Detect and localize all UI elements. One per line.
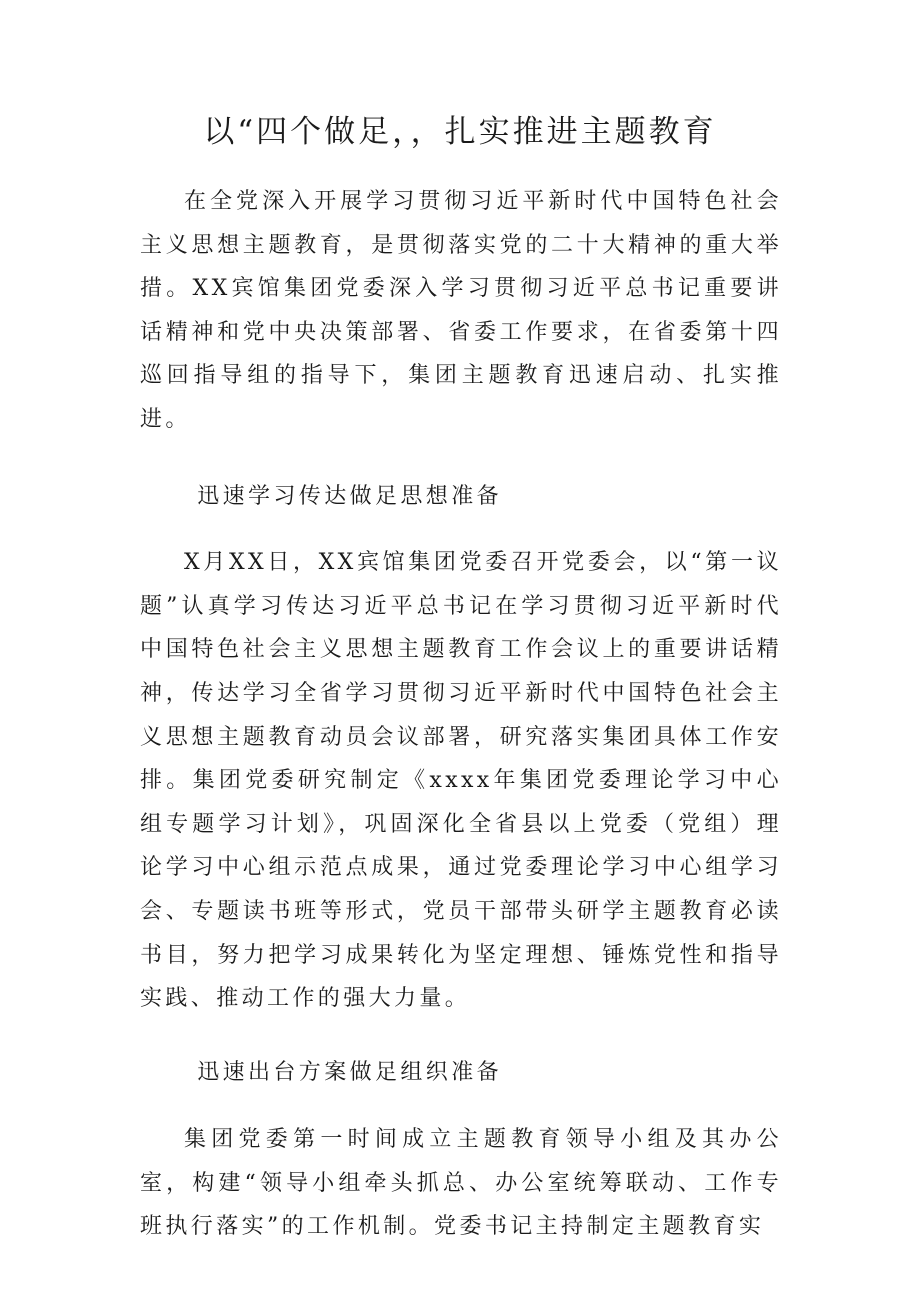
section-paragraph-organization: 集团党委第一时间成立主题教育领导小组及其办公室，构建“领导小组牵头抓总、办公室统筹联动、工作专班执行落实”的工作机制。党委书记主持制定主题教育实 <box>140 1127 782 1240</box>
document-title: 以“四个做足，，扎实推进主题教育 <box>203 114 717 150</box>
document-body <box>140 180 782 1249</box>
section-paragraph-study: X月XX日，XX宾馆集团党委召开党委会，以“第一议题”认真学习传达习近平总书记在学习贯彻习近平新时代中国特色社会主义思想主题教育工作会议上的重要讲话精神，传达学习全省学习贯彻习近平新时代中国特色社会主义思想主题教育动员会议部署，研究落实集团具体工作安排。集团党委研究制定《xxxx年集团党委理论学习中心组专题学习计划》，巩固深化全省县以上党委（党组）理论学习中心组示范点成果，通过党委理论学习中心组学习会、专题读书班等形式，党员干部带头研学主题教育必读书目，努力把学习成果转化为坚定理想、锤炼党性和指导实践、推动工作的强大力量。 <box>140 550 782 1012</box>
intro-paragraph: 在全党深入开展学习贯彻习近平新时代中国特色社会主义思想主题教育，是贯彻落实党的二十大精神的重大举措。XX宾馆集团党委深入学习贯彻习近平总书记重要讲话精神和党中央决策部署、省委工作要求，在省委第十四巡回指导组的指导下，集团主题教育迅速启动、扎实推进。 <box>140 189 782 432</box>
section-heading-study: 迅速学习传达做足思想准备 <box>197 483 502 509</box>
section-heading-organization: 迅速出台方案做足组织准备 <box>197 1059 502 1085</box>
